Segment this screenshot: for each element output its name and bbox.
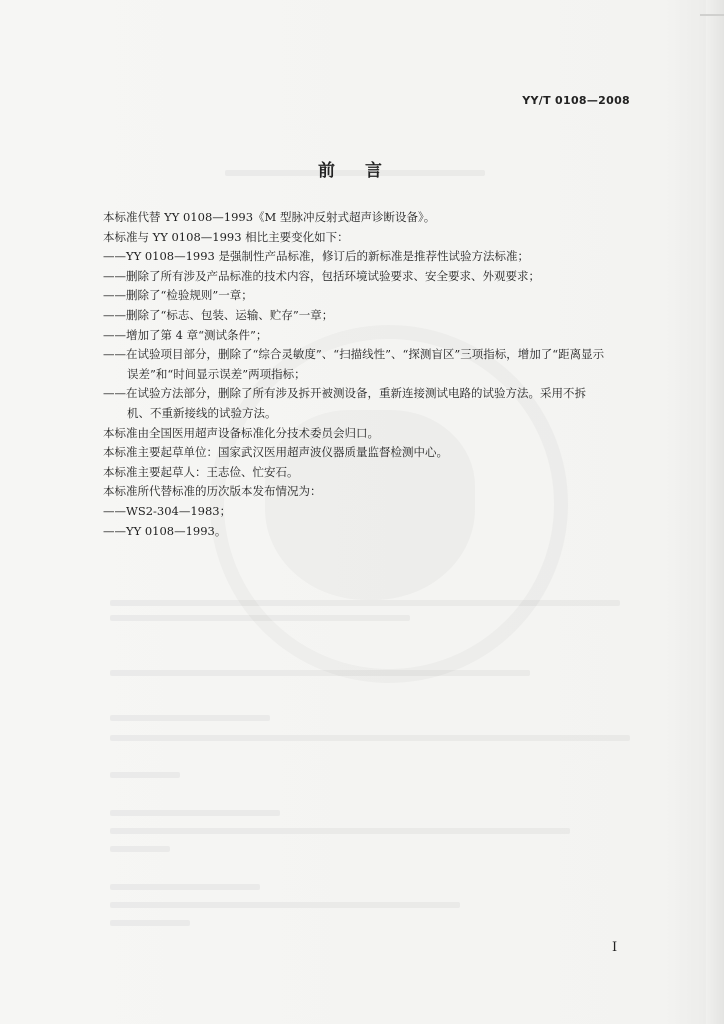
bleed-through-line: [110, 772, 180, 778]
page-title: 前言: [318, 161, 412, 181]
list-item: ——删除了“检验规则”一章；: [103, 288, 253, 303]
bleed-through-line: [110, 920, 190, 926]
page-edge-mark: [700, 14, 724, 16]
bleed-through-line: [110, 600, 620, 606]
list-item: ——YY 0108—1993 是强制性产品标准，修订后的新标准是推荐性试验方法标准；: [103, 249, 530, 264]
list-item-continuation: 误差”和“时间显示误差”两项指标；: [127, 366, 306, 381]
paragraph-line: 本标准所代替标准的历次版本发布情况为：: [103, 484, 322, 499]
list-item: ——删除了所有涉及产品标准的技术内容，包括环境试验要求、安全要求、外观要求；: [103, 268, 540, 283]
paragraph-line: 本标准主要起草人：王志俭、忙安石。: [103, 464, 299, 479]
list-item: ——删除了“标志、包装、运输、贮存”一章；: [103, 307, 334, 322]
bleed-through-line: [110, 735, 630, 741]
bleed-through-line: [110, 828, 570, 834]
paragraph-line: 本标准代替 YY 0108—1993《M 型脉冲反射式超声诊断设备》。: [103, 210, 436, 224]
bleed-through-line: [110, 846, 170, 852]
standard-code: YY/T 0108—2008: [522, 94, 630, 107]
list-item: ——在试验方法部分，删除了所有涉及拆开被测设备，重新连接测试电路的试验方法。采用不拆: [103, 386, 586, 401]
page-number: I: [612, 940, 618, 955]
list-item: ——WS2-304—1983；: [103, 503, 232, 518]
bleed-through-line: [110, 902, 460, 908]
paragraph-line: 本标准由全国医用超声设备标准化分技术委员会归口。: [103, 425, 379, 440]
foreword-body: [103, 208, 633, 541]
page-edge-shadow: [706, 0, 724, 1024]
paragraph-line: 本标准与 YY 0108—1993 相比主要变化如下：: [103, 229, 349, 244]
list-item: ——增加了第 4 章“测试条件”；: [103, 327, 268, 342]
list-item: ——在试验项目部分，删除了“综合灵敏度”、“扫描线性”、“探测盲区”三项指标，增加了“距离显示: [103, 347, 605, 362]
bleed-through-line: [110, 810, 280, 816]
bleed-through-line: [110, 884, 260, 890]
list-item-continuation: 机、不重新接线的试验方法。: [127, 405, 277, 420]
bleed-through-line: [110, 615, 410, 621]
paragraph-line: 本标准主要起草单位：国家武汉医用超声波仪器质量监督检测中心。: [103, 445, 448, 460]
list-item: ——YY 0108—1993。: [103, 523, 227, 538]
bleed-through-line: [110, 715, 270, 721]
bleed-through-line: [110, 670, 530, 676]
